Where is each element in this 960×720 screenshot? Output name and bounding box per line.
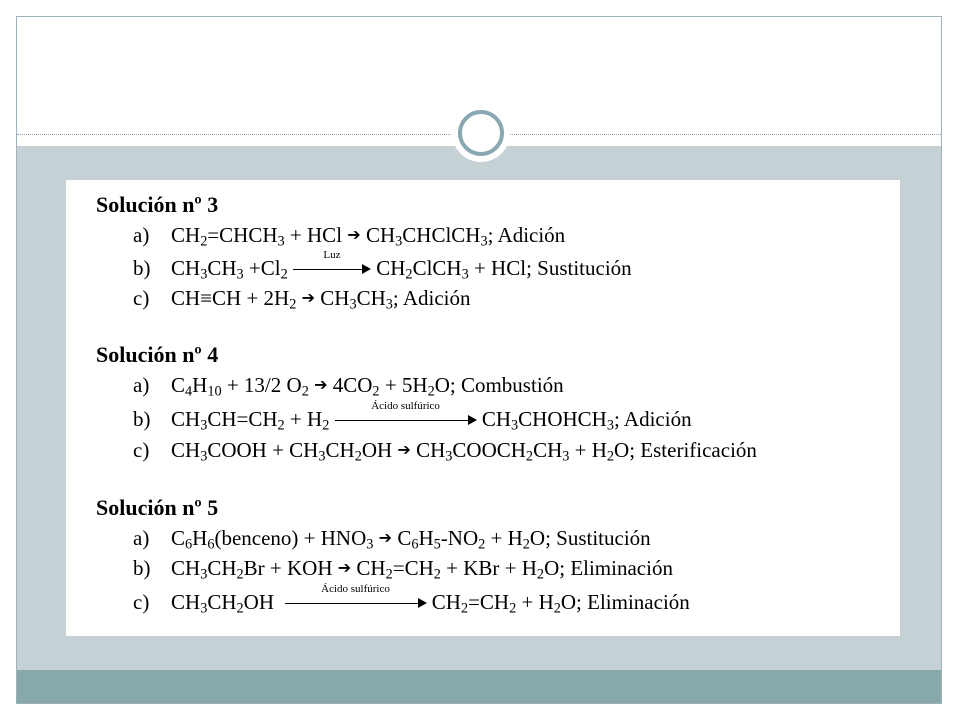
reaction-equation: $C_4H_{10} + 13/2$ $O_2$ ➔ $4CO_2 + 5H_2O$; Combustión — [171, 373, 564, 400]
reaction-equation: $CH\equiv CH + 2H_2$ ➔ $CH_3CH_3$; Adición — [171, 286, 471, 313]
reaction-equation: $CH_2=CHCH_3$ + HCl ➔ $CH_3CHClCH_3$; Adición — [171, 223, 566, 250]
reaction-type: Sustitución — [556, 526, 651, 550]
item-label: a) — [133, 373, 150, 397]
reaction-arrow — [293, 249, 371, 280]
slide-footer-band — [17, 670, 941, 703]
reaction-arrow — [335, 400, 477, 431]
reaction-equation: $CH_3CH_3 +Cl_2$ Luz $CH_2ClCH_3$ + HCl; Sustitución — [171, 249, 632, 283]
right-arrow-icon: ➔ — [347, 225, 361, 244]
solutions-panel — [66, 180, 900, 636]
item-label: b) — [133, 407, 151, 431]
reaction-type: Esterificación — [640, 438, 757, 462]
item-label: b) — [133, 256, 151, 280]
right-arrow-icon: ➔ — [301, 288, 315, 307]
item-label: c) — [133, 286, 150, 310]
reaction-type: Adición — [623, 407, 692, 431]
reaction-type: Eliminación — [570, 556, 673, 580]
reaction-equation: $CH_3CH_2OH$ Ácido sulfúrico $CH_2=CH_2 + H_2O$; Eliminación — [171, 583, 690, 617]
reaction-type: Adición — [497, 223, 566, 247]
reaction-condition: Luz — [323, 249, 341, 261]
right-arrow-icon: ➔ — [337, 558, 352, 577]
item-label: a) — [133, 223, 150, 247]
item-label: c) — [133, 590, 150, 614]
right-arrow-icon: ➔ — [397, 440, 411, 459]
reaction-arrow — [285, 583, 427, 614]
section-title: Solución nº 3 — [96, 192, 219, 217]
solution-section-5 — [96, 495, 218, 521]
reaction-type: Eliminación — [587, 590, 690, 614]
circle-ornament-icon — [452, 104, 510, 162]
right-arrow-icon: ➔ — [378, 528, 393, 547]
item-label: a) — [133, 526, 150, 550]
solution-section-4 — [96, 342, 218, 368]
solution-section-3 — [96, 192, 218, 218]
reaction-type: Adición — [402, 286, 471, 310]
reaction-type: Sustitución — [537, 256, 632, 280]
section-title: Solución nº 4 — [96, 342, 219, 367]
reaction-condition: Ácido sulfúrico — [321, 583, 390, 595]
item-label: b) — [133, 556, 151, 580]
right-arrow-icon: ➔ — [314, 375, 328, 394]
item-label: c) — [133, 438, 150, 462]
reaction-equation: $C_6H_6(benceno) + HNO_3$ ➔ $C_6H_5-NO_2 + H_2O$; Sustitución — [171, 526, 651, 553]
reaction-equation: $CH_3COOH + CH_3CH_2OH$ ➔ $CH_3COOCH_2CH_3 + H_2O$; Esterificación — [171, 438, 757, 465]
reaction-condition: Ácido sulfúrico — [371, 400, 440, 412]
reaction-type: Combustión — [460, 373, 564, 397]
section-title: Solución nº 5 — [96, 495, 219, 520]
reaction-equation: $CH_3CH_2Br$ + KOH ➔ $CH_2=CH_2$ + KBr + $H_2O$; Eliminación — [171, 556, 673, 583]
reaction-equation: $CH_3CH=CH_2 + H_2$ Ácido sulfúrico $CH_3CHOHCH_3$; Adición — [171, 400, 692, 434]
